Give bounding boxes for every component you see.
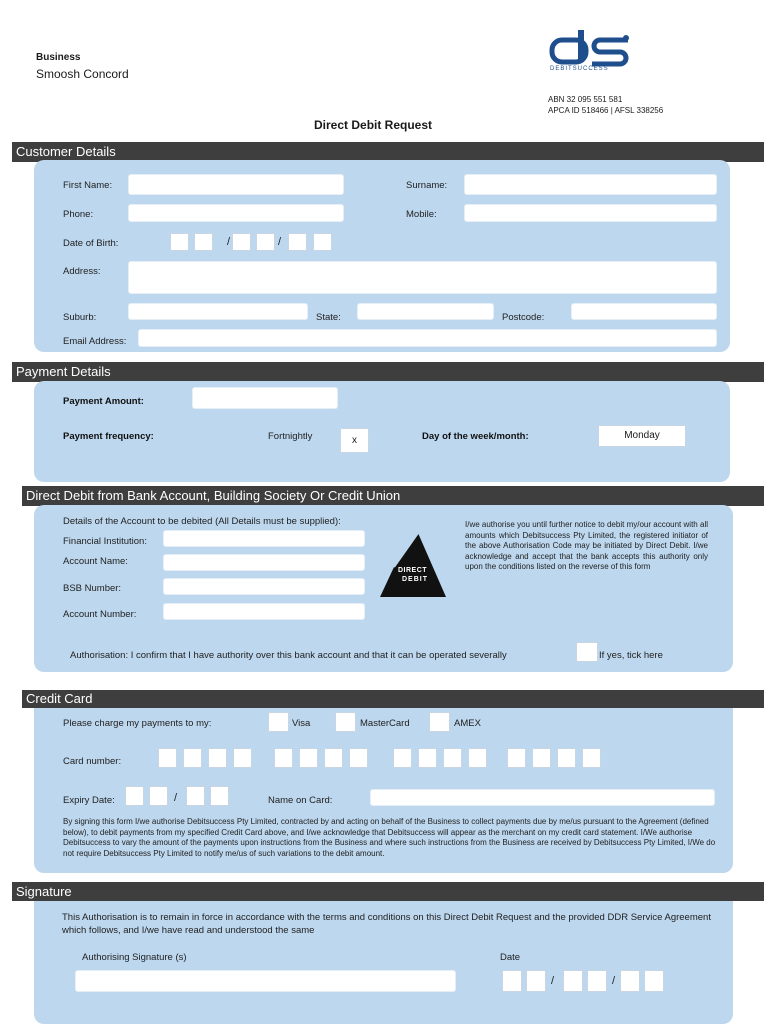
payment-amount-label: Payment Amount: [63, 396, 144, 407]
dob-month-2[interactable] [256, 233, 275, 251]
business-label: Business [36, 52, 81, 63]
email-field[interactable] [138, 329, 717, 347]
mobile-field[interactable] [464, 204, 717, 222]
fortnightly-label: Fortnightly [268, 431, 313, 442]
direct-debit-logo [380, 533, 448, 601]
sig-date-year-1[interactable] [620, 970, 640, 992]
dob-day-2[interactable] [194, 233, 213, 251]
form-title: Direct Debit Request [314, 118, 433, 132]
expiry-month-1[interactable] [125, 786, 144, 806]
debitsuccess-logo [548, 28, 638, 74]
first-name-field[interactable] [128, 174, 344, 195]
dob-year-1[interactable] [288, 233, 307, 251]
postcode-label: Postcode: [502, 312, 545, 323]
phone-field[interactable] [128, 204, 344, 222]
card-digit-6[interactable] [299, 748, 318, 768]
direct-debit-badge-line1: DIRECT [398, 567, 428, 574]
card-digit-4[interactable] [233, 748, 252, 768]
expiry-year-2[interactable] [210, 786, 229, 806]
day-of-week-select[interactable] [598, 425, 686, 447]
card-digit-5[interactable] [274, 748, 293, 768]
expiry-year-1[interactable] [186, 786, 205, 806]
account-name-field[interactable] [163, 554, 365, 571]
signature-heading: Signature [12, 882, 764, 901]
card-digit-1[interactable] [158, 748, 177, 768]
card-digit-10[interactable] [418, 748, 437, 768]
fortnightly-checkbox[interactable] [340, 428, 369, 453]
sig-date-day-1[interactable] [502, 970, 522, 992]
abn-text: ABN 32 095 551 581 [548, 95, 623, 104]
account-number-field[interactable] [163, 603, 365, 620]
authorising-signature-field[interactable] [75, 970, 456, 992]
bank-intro-text: Details of the Account to be debited (All Details must be supplied): [63, 516, 341, 527]
signature-date-label: Date [500, 952, 521, 963]
payment-frequency-label: Payment frequency: [63, 431, 154, 442]
dob-year-2[interactable] [313, 233, 332, 251]
address-field[interactable] [128, 261, 717, 294]
day-of-week-label: Day of the week/month: [422, 431, 529, 442]
logo-tagline: DEBITSUCCESS [550, 66, 609, 72]
card-digit-7[interactable] [324, 748, 343, 768]
bank-account-heading: Direct Debit from Bank Account, Building Society Or Credit Union [22, 486, 764, 506]
signature-text: This Authorisation is to remain in force in accordance with the terms and conditions on this Direct Debit Request and the provided DDR Service Agreement which follows, and I/we have read and understood the same [62, 912, 711, 936]
credit-card-terms: By signing this form I/we authorise Debitsuccess Pty Limited, contracted by and acting on behalf of the Business to collect payments due by me/us pursuant to the Agreement (defined below), to debit payments from my specified Credit Card above, and I/we acknowledge that Debitsuccess will appear as the merchant on my credit card statement. I/We authorise Debitsuccess to vary the amount of the payments upon instructions from the Business and where such instructions from the Business are received by Debitsuccess Pty Limited, I/We do not require Debitsuccess Pty Limited to notify me/us of such variations to the debit amount. [63, 817, 716, 858]
surname-field[interactable] [464, 174, 717, 195]
sig-date-sep-2: / [612, 975, 616, 987]
card-number-label: Card number: [63, 756, 122, 767]
bsb-field[interactable] [163, 578, 365, 595]
postcode-field[interactable] [571, 303, 717, 320]
visa-checkbox[interactable] [268, 712, 289, 732]
mastercard-label: MasterCard [360, 718, 410, 729]
sig-date-day-2[interactable] [526, 970, 546, 992]
credit-card-heading: Credit Card [22, 690, 764, 708]
tick-here-label: If yes, tick here [599, 650, 663, 661]
phone-label: Phone: [63, 209, 94, 220]
sig-date-sep-1: / [551, 975, 555, 987]
card-digit-13[interactable] [507, 748, 526, 768]
expiry-label: Expiry Date: [63, 795, 115, 806]
dob-month-1[interactable] [232, 233, 251, 251]
mobile-label: Mobile: [406, 209, 437, 220]
suburb-label: Suburb: [63, 312, 97, 323]
state-label: State: [316, 312, 341, 323]
state-field[interactable] [357, 303, 494, 320]
mastercard-checkbox[interactable] [335, 712, 356, 732]
card-digit-16[interactable] [582, 748, 601, 768]
authorising-signature-label: Authorising Signature (s) [82, 952, 187, 963]
expiry-sep: / [174, 792, 178, 804]
apca-text: APCA ID 518466 | AFSL 338256 [548, 106, 664, 115]
bsb-label: BSB Number: [63, 583, 122, 594]
address-label: Address: [63, 266, 101, 277]
sig-date-year-2[interactable] [644, 970, 664, 992]
visa-label: Visa [292, 718, 311, 729]
dob-sep-1: / [227, 236, 231, 248]
bank-authorisation-checkbox[interactable] [576, 642, 598, 662]
first-name-label: First Name: [63, 180, 113, 191]
card-digit-15[interactable] [557, 748, 576, 768]
dob-label: Date of Birth: [63, 238, 119, 249]
amex-label: AMEX [454, 718, 481, 729]
name-on-card-field[interactable] [370, 789, 715, 806]
card-digit-11[interactable] [443, 748, 462, 768]
account-name-label: Account Name: [63, 556, 128, 567]
card-digit-3[interactable] [208, 748, 227, 768]
card-digit-9[interactable] [393, 748, 412, 768]
email-label: Email Address: [63, 336, 127, 347]
institution-field[interactable] [163, 530, 365, 547]
card-digit-14[interactable] [532, 748, 551, 768]
customer-details-heading: Customer Details [12, 142, 764, 162]
charge-label: Please charge my payments to my: [63, 718, 212, 729]
fortnightly-check-mark: x [352, 435, 357, 446]
amex-checkbox[interactable] [429, 712, 450, 732]
account-number-label: Account Number: [63, 609, 137, 620]
expiry-month-2[interactable] [149, 786, 168, 806]
day-of-week-value: Monday [624, 430, 660, 441]
sig-date-month-1[interactable] [563, 970, 583, 992]
bank-authorisation-text: Authorisation: I confirm that I have authority over this bank account and that it can be operated severally [70, 650, 507, 661]
payment-amount-field[interactable] [192, 387, 338, 409]
card-digit-2[interactable] [183, 748, 202, 768]
business-name: Smoosh Concord [36, 67, 129, 81]
dob-day-1[interactable] [170, 233, 189, 251]
payment-details-heading: Payment Details [12, 362, 764, 382]
card-digit-8[interactable] [349, 748, 368, 768]
name-on-card-label: Name on Card: [268, 795, 333, 806]
direct-debit-badge-line2: DEBIT [402, 576, 428, 583]
dob-sep-2: / [278, 236, 282, 248]
card-digit-12[interactable] [468, 748, 487, 768]
sig-date-month-2[interactable] [587, 970, 607, 992]
suburb-field[interactable] [128, 303, 308, 320]
institution-label: Financial Institution: [63, 536, 147, 547]
surname-label: Surname: [406, 180, 448, 191]
bank-authorise-text: I/we authorise you until further notice to debit my/our account with all amounts which Debitsuccess Pty Limited, the registered initiator of the above Authorisation Code may be initiated by Direct Debit. I/we acknowledge and accept that the bank accepts this authority only upon the conditions listed on the reverse of this form [465, 520, 708, 571]
